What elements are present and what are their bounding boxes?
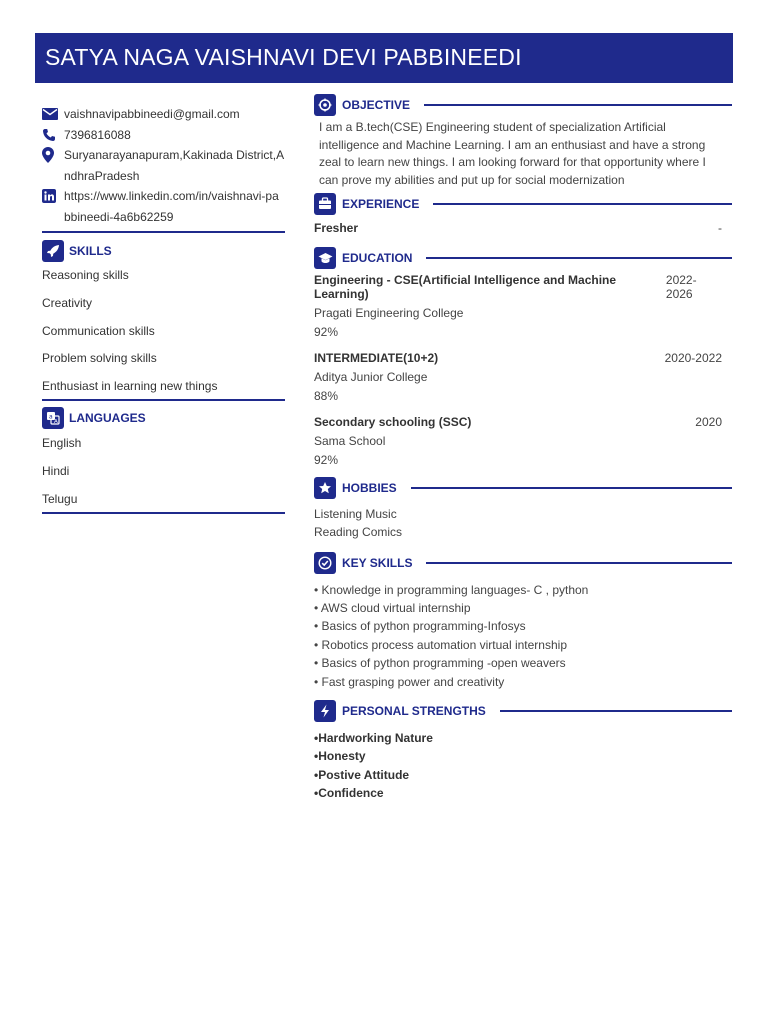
education-dates: 2022-2026 (665, 272, 697, 301)
contact-phone (42, 125, 285, 146)
list-item: • Robotics process automation virtual internship (314, 637, 567, 652)
skills-title: SKILLS (69, 244, 112, 258)
location-pin-icon (42, 145, 64, 165)
section-rule (424, 104, 732, 106)
section-rule (500, 710, 732, 712)
objective-heading (314, 94, 732, 116)
contact-linkedin (42, 186, 285, 227)
section-rule (433, 203, 732, 205)
divider (42, 399, 285, 401)
experience-heading (314, 193, 732, 215)
list-item: Reading Comics (314, 525, 403, 540)
key-skills-title: KEY SKILLS (342, 555, 413, 570)
graduation-cap-icon (314, 247, 336, 269)
lightning-icon (314, 700, 336, 722)
linkedin-text[interactable]: https://www.linkedin.com/in/vaishnavi-pabbineedi-4a6b62259 (64, 189, 279, 224)
briefcase-icon (314, 193, 336, 215)
list-item: •Honesty (314, 749, 366, 764)
contact-email (42, 104, 285, 125)
svg-text:A: A (54, 418, 58, 425)
check-badge-icon (314, 552, 336, 574)
list-item: Creativity (42, 295, 93, 310)
education-score: 92% (314, 324, 339, 339)
education-entry (314, 351, 732, 403)
education-entry (314, 415, 732, 467)
education-school: Sama School (314, 433, 386, 448)
education-degree: Engineering - CSE(Artificial Intelligence and Machine Learning) (314, 272, 617, 301)
section-rule (426, 562, 732, 564)
list-item: Listening Music (314, 506, 397, 521)
mail-icon (42, 104, 64, 124)
education-dates: 2020 (695, 414, 722, 429)
skills-list (42, 268, 285, 399)
email-text: vaishnavipabbineedi@gmail.com (64, 107, 240, 121)
candidate-name: SATYA NAGA VAISHNAVI DEVI PABBINEEDI (45, 44, 522, 70)
linkedin-icon (42, 186, 64, 206)
education-school: Pragati Engineering College (314, 305, 464, 320)
rocket-icon (42, 240, 64, 262)
experience-role: Fresher (314, 220, 359, 235)
list-item: •Postive Attitude (314, 767, 410, 782)
left-column (42, 104, 285, 514)
education-degree: Secondary schooling (SSC) (314, 414, 472, 429)
strengths-list (314, 729, 732, 803)
education-entry (314, 273, 732, 339)
key-skills-heading (314, 552, 732, 574)
education-score: 88% (314, 388, 339, 403)
target-icon (314, 94, 336, 116)
hobbies-title: HOBBIES (342, 480, 397, 495)
education-degree: INTERMEDIATE(10+2) (314, 350, 439, 365)
contact-address (42, 145, 285, 186)
list-item: Problem solving skills (42, 351, 157, 366)
list-item: •Hardworking Nature (314, 731, 433, 746)
section-rule (426, 257, 732, 259)
address-text: Suryanarayanapuram,Kakinada District,AndhraPradesh (64, 148, 285, 183)
hobbies-list (314, 505, 732, 542)
strengths-title: PERSONAL STRENGTHS (342, 704, 486, 719)
experience-dates: - (718, 220, 722, 235)
list-item: Telugu (42, 491, 78, 506)
education-dates: 2020-2022 (664, 350, 722, 365)
skills-heading (42, 239, 285, 263)
key-skills-list (314, 581, 732, 691)
languages-heading (42, 406, 285, 430)
list-item: • Knowledge in programming languages- C , python (314, 582, 589, 597)
list-item: Enthusiast in learning new things (42, 379, 218, 394)
list-item: • AWS cloud virtual internship (314, 601, 471, 616)
list-item: • Basics of python programming -open weavers (314, 656, 566, 671)
list-item: Reasoning skills (42, 268, 129, 282)
divider (42, 231, 285, 233)
experience-entry (314, 221, 732, 235)
phone-text: 7396816088 (64, 127, 131, 142)
education-heading (314, 247, 732, 269)
svg-text:a: a (49, 413, 53, 421)
list-item: Hindi (42, 463, 70, 478)
section-rule (411, 487, 732, 489)
education-title: EDUCATION (342, 250, 413, 265)
list-item: English (42, 436, 82, 451)
divider (42, 512, 285, 514)
list-item: • Fast grasping power and creativity (314, 674, 505, 689)
translate-icon (42, 407, 64, 429)
list-item: •Confidence (314, 786, 384, 801)
list-item: Communication skills (42, 323, 155, 338)
header-banner (35, 33, 733, 83)
hobbies-heading (314, 477, 732, 499)
list-item: • Basics of python programming-Infosys (314, 619, 526, 634)
languages-list (42, 436, 285, 512)
phone-icon (42, 125, 64, 145)
languages-title: LANGUAGES (69, 411, 146, 426)
education-school: Aditya Junior College (314, 369, 428, 384)
experience-title: EXPERIENCE (342, 196, 420, 211)
objective-text: I am a B.tech(CSE) Engineering student of specialization Artificial intelligence and Machine Learning. I am an enthusiast and have a strong zeal to learn new things. I am looking forward for that opportunity where I can prove my abilities and put up for social modernization (319, 120, 706, 188)
strengths-heading (314, 700, 732, 722)
right-column (314, 94, 732, 803)
education-score: 92% (314, 452, 339, 467)
objective-title: OBJECTIVE (342, 98, 411, 112)
star-icon (314, 477, 336, 499)
